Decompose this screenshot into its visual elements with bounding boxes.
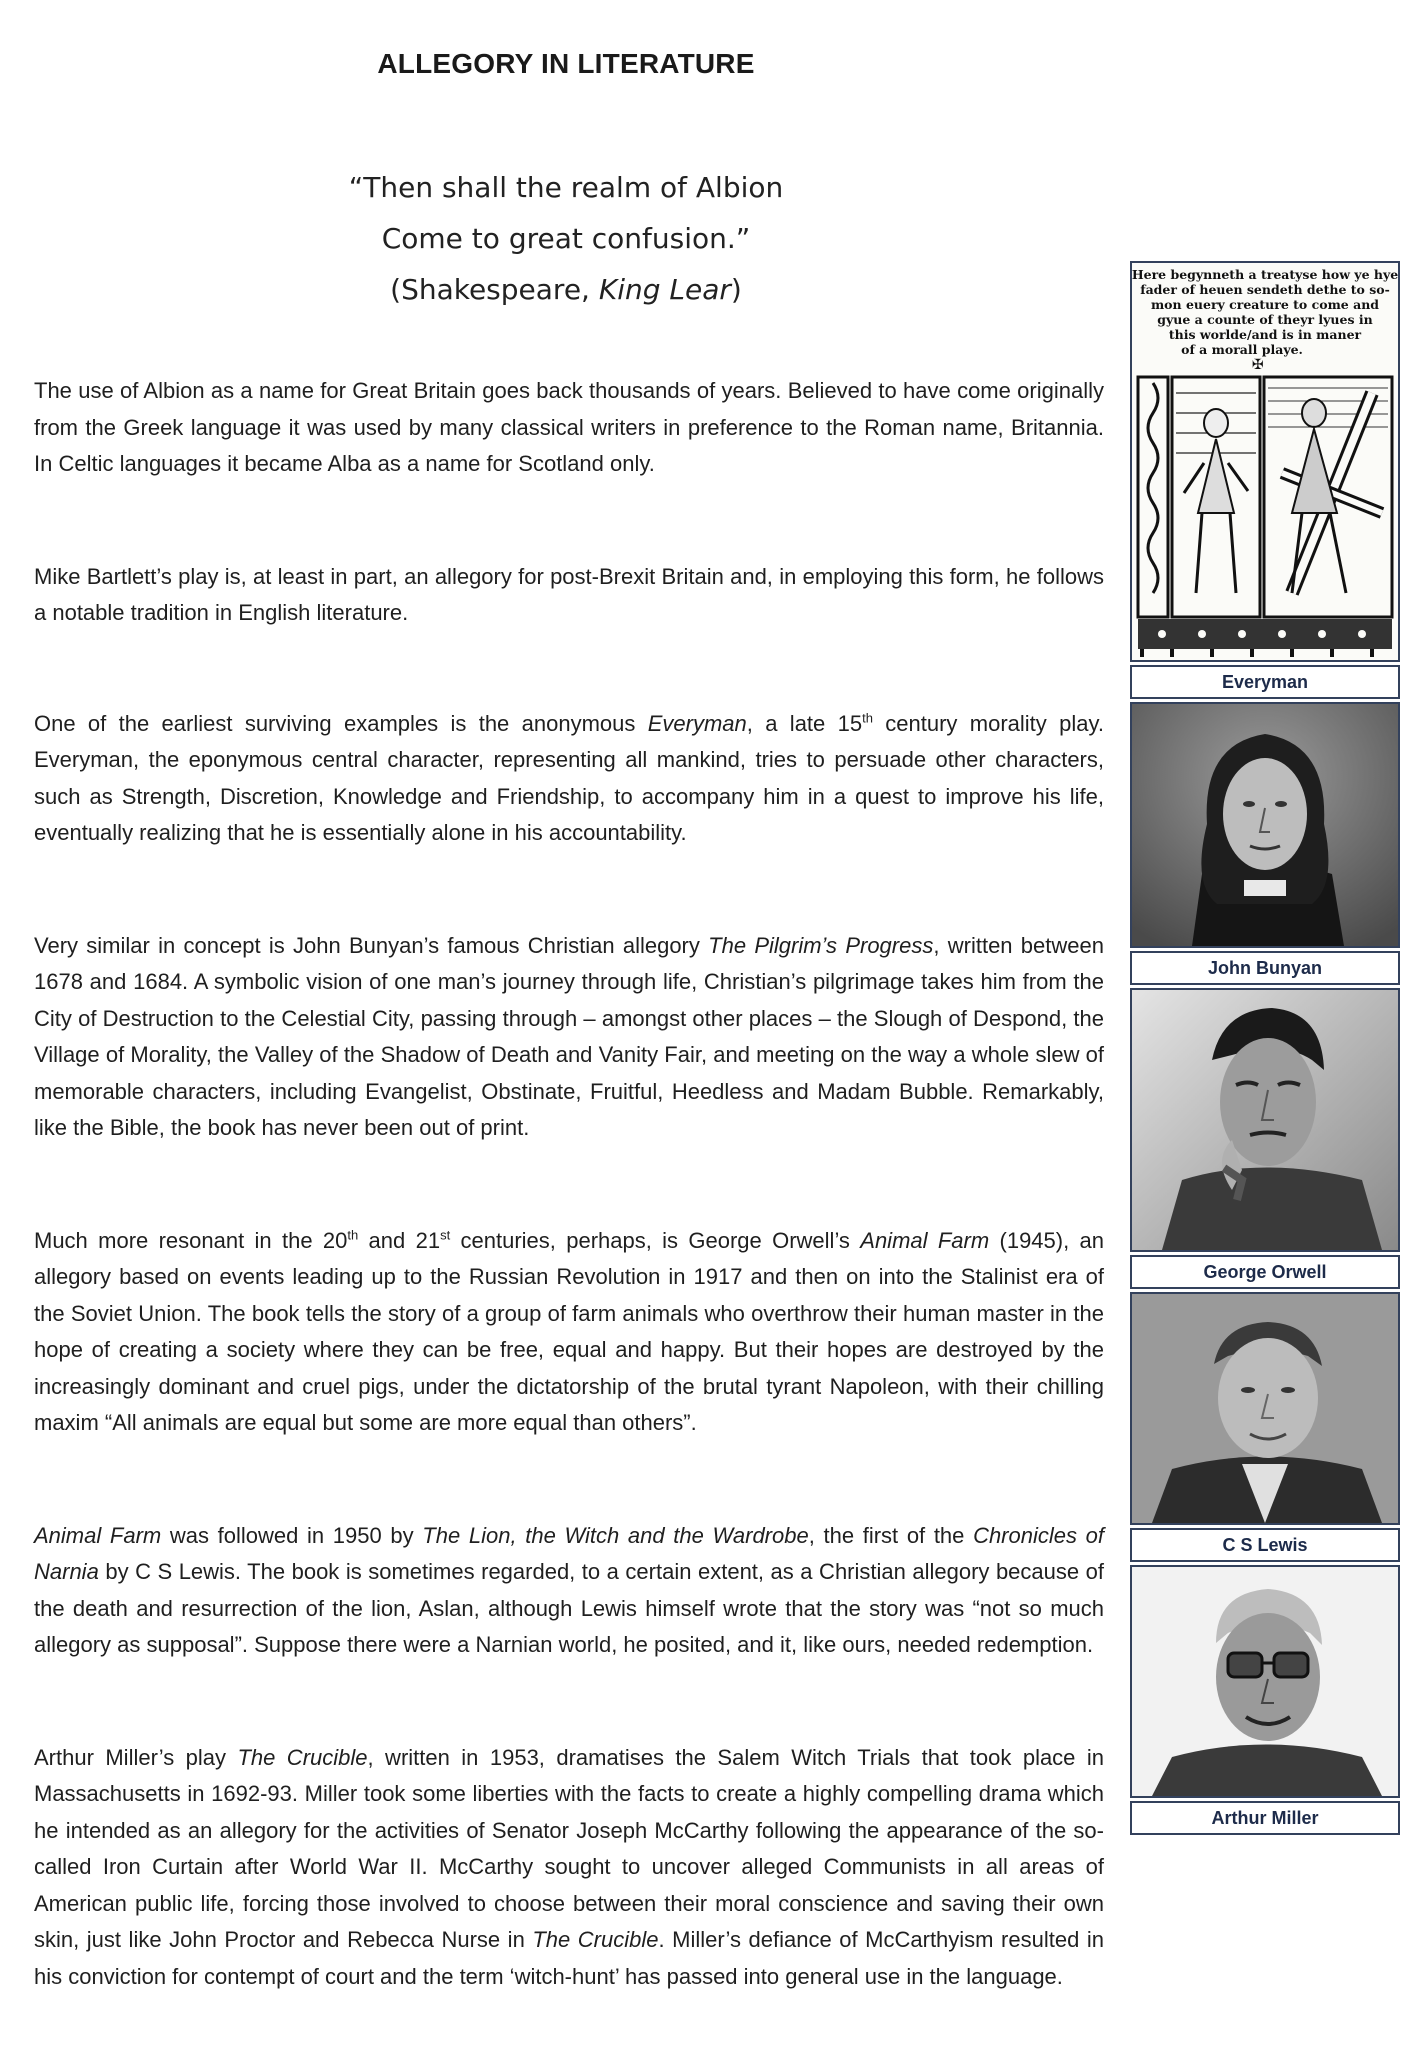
woodcut-title-line: fader of heuen sendeth dethe to so- bbox=[1140, 282, 1390, 297]
quote-line-1: “Then shall the realm of Albion bbox=[348, 171, 784, 204]
everyman-woodcut-frame bbox=[1130, 261, 1400, 662]
miller-portrait-frame bbox=[1130, 1565, 1400, 1798]
bunyan-portrait bbox=[1132, 704, 1398, 946]
woodcut-title-line: gyue a counte of theyr lyues in bbox=[1157, 312, 1373, 327]
portrait-sidebar bbox=[1130, 261, 1400, 1838]
article-body bbox=[34, 373, 1104, 2071]
bunyan-portrait-frame bbox=[1130, 702, 1400, 948]
paragraph-bunyan bbox=[34, 928, 1104, 1147]
ordinal-suffix: st bbox=[440, 1227, 451, 1243]
ordinal-suffix: th bbox=[862, 710, 873, 726]
quote-attribution bbox=[0, 264, 1132, 315]
text-run: by C S Lewis. The book is sometimes regarded, to a certain extent, as a Christian allegory because of the death and resurrection of the lion, Aslan, although Lewis himself wrote that the story was “not so much allegory as supposal”. Suppose there were a Narnian world, he posited, and it, like ours, needed redemption. bbox=[34, 1559, 1104, 1657]
text-run: One of the earliest surviving examples is the anonymous bbox=[34, 710, 648, 736]
italic-title: Animal Farm bbox=[860, 1227, 990, 1253]
paragraph-bartlett: Mike Bartlett’s play is, at least in part, an allegory for post-Brexit Britain and, in employing this form, he follows a notable tradition in English literature. bbox=[34, 563, 1104, 625]
woodcut-title-line: mon euery creature to come and bbox=[1150, 297, 1380, 312]
text-run: . Miller’s defiance of McCarthyism resulted in his conviction for contempt of court and the term ‘witch-hunt’ has passed into general use in the language. bbox=[34, 1927, 1104, 1989]
italic-title: The Lion, the Witch and the Wardrobe bbox=[422, 1522, 809, 1548]
italic-title: The Crucible bbox=[532, 1927, 659, 1952]
cross-ornament-icon: ✠ bbox=[1252, 357, 1264, 373]
caption-miller: Arthur Miller bbox=[1130, 1801, 1400, 1835]
text-run: was followed in 1950 by bbox=[161, 1522, 423, 1548]
attribution-author: (Shakespeare, bbox=[390, 273, 599, 306]
text-run: Arthur Miller’s play bbox=[34, 1744, 238, 1770]
lewis-portrait bbox=[1132, 1294, 1398, 1523]
caption-everyman: Everyman bbox=[1130, 665, 1400, 699]
orwell-portrait-frame bbox=[1130, 988, 1400, 1252]
ordinal-suffix: th bbox=[347, 1227, 359, 1243]
paragraph-albion: The use of Albion as a name for Great Britain goes back thousands of years. Believed to have come originally from the Greek language it was used by many classical writers in preference to the Roman name, Britannia. In Celtic languages it became Alba as a name for Scotland only. bbox=[34, 378, 1104, 476]
paragraph-miller bbox=[34, 1740, 1104, 1996]
italic-title: Chronicles of Narnia bbox=[34, 1522, 1104, 1584]
miller-portrait bbox=[1132, 1567, 1398, 1796]
text-run: , a late 15 bbox=[746, 710, 863, 736]
attribution-close: ) bbox=[730, 273, 742, 306]
italic-title: The Crucible bbox=[237, 1744, 368, 1770]
italic-title: The Pilgrim’s Progress bbox=[708, 932, 934, 958]
everyman-woodcut bbox=[1132, 263, 1398, 660]
text-run: , written between 1678 and 1684. A symbolic vision of one man’s journey through life, Christian’s pilgrimage takes him from the City of Destruction to the Celestial City, passing through – amongst other places – the Slough of Despond, the Village of Morality, the Valley of the Shadow of Death and Vanity Fair, and meeting on the way a whole slew of memorable characters, including Evangelist, Obstinate, Fruitful, Heedless and Madam Bubble. Remarkably, like the Bible, the book has never been out of print. bbox=[34, 932, 1104, 1140]
text-run: , the first of the bbox=[808, 1522, 974, 1548]
text-run: , written in 1953, dramatises the Salem Witch Trials that took place in Massachusetts in 1692-93. Miller took some liberties with the facts to create a highly compelling drama which he intended as an allegory for the activities of Senator Joseph McCarthy following the appearance of the so-called Iron Curtain after World War II. McCarthy sought to uncover alleged Communists in all areas of American public life, forcing those involved to choose between their moral conscience and saving their own skin, just like John Proctor and Rebecca Nurse in bbox=[34, 1744, 1104, 1952]
text-run: centuries, perhaps, is George Orwell’s bbox=[450, 1227, 861, 1253]
text-run: Much more resonant in the 20 bbox=[34, 1227, 348, 1253]
woodcut-title-line: of a morall playe. bbox=[1181, 342, 1303, 357]
woodcut-title-line: Here begynneth a treatyse how ye hye bbox=[1132, 267, 1398, 282]
paragraph-orwell bbox=[34, 1223, 1104, 1442]
paragraph-everyman bbox=[34, 706, 1104, 852]
epigraph-quote bbox=[0, 162, 1132, 315]
caption-bunyan: John Bunyan bbox=[1130, 951, 1400, 985]
woodcut-title-line: this worlde/and is in maner bbox=[1168, 327, 1362, 342]
italic-title: Animal Farm bbox=[34, 1522, 162, 1548]
orwell-portrait bbox=[1132, 990, 1398, 1250]
paragraph-lewis bbox=[34, 1518, 1104, 1664]
text-run: century morality play. Everyman, the eponymous central character, representing all mankind, tries to persuade other characters, such as Strength, Discretion, Knowledge and Friendship, to accompany him in a quest to improve his life, eventually realizing that he is essentially alone in his accountability. bbox=[34, 710, 1104, 845]
lewis-portrait-frame bbox=[1130, 1292, 1400, 1525]
text-run: Very similar in concept is John Bunyan’s famous Christian allegory bbox=[34, 932, 709, 958]
text-run: (1945), an allegory based on events leading up to the Russian Revolution in 1917 and then on into the Stalinist era of the Soviet Union. The book tells the story of a group of farm animals who overthrow their human master in the hope of creating a society where they can be free, equal and happy. But their hopes are destroyed by the increasingly dominant and cruel pigs, under the dictatorship of the brutal tyrant Napoleon, with their chilling maxim “All animals are equal but some are more equal than others”. bbox=[34, 1227, 1105, 1435]
caption-lewis: C S Lewis bbox=[1130, 1528, 1400, 1562]
attribution-work: King Lear bbox=[598, 273, 731, 306]
quote-line-2: Come to great confusion.” bbox=[381, 222, 751, 255]
caption-orwell: George Orwell bbox=[1130, 1255, 1400, 1289]
text-run: and 21 bbox=[358, 1227, 441, 1253]
page-title: ALLEGORY IN LITERATURE bbox=[377, 48, 755, 79]
italic-title: Everyman bbox=[647, 710, 747, 736]
